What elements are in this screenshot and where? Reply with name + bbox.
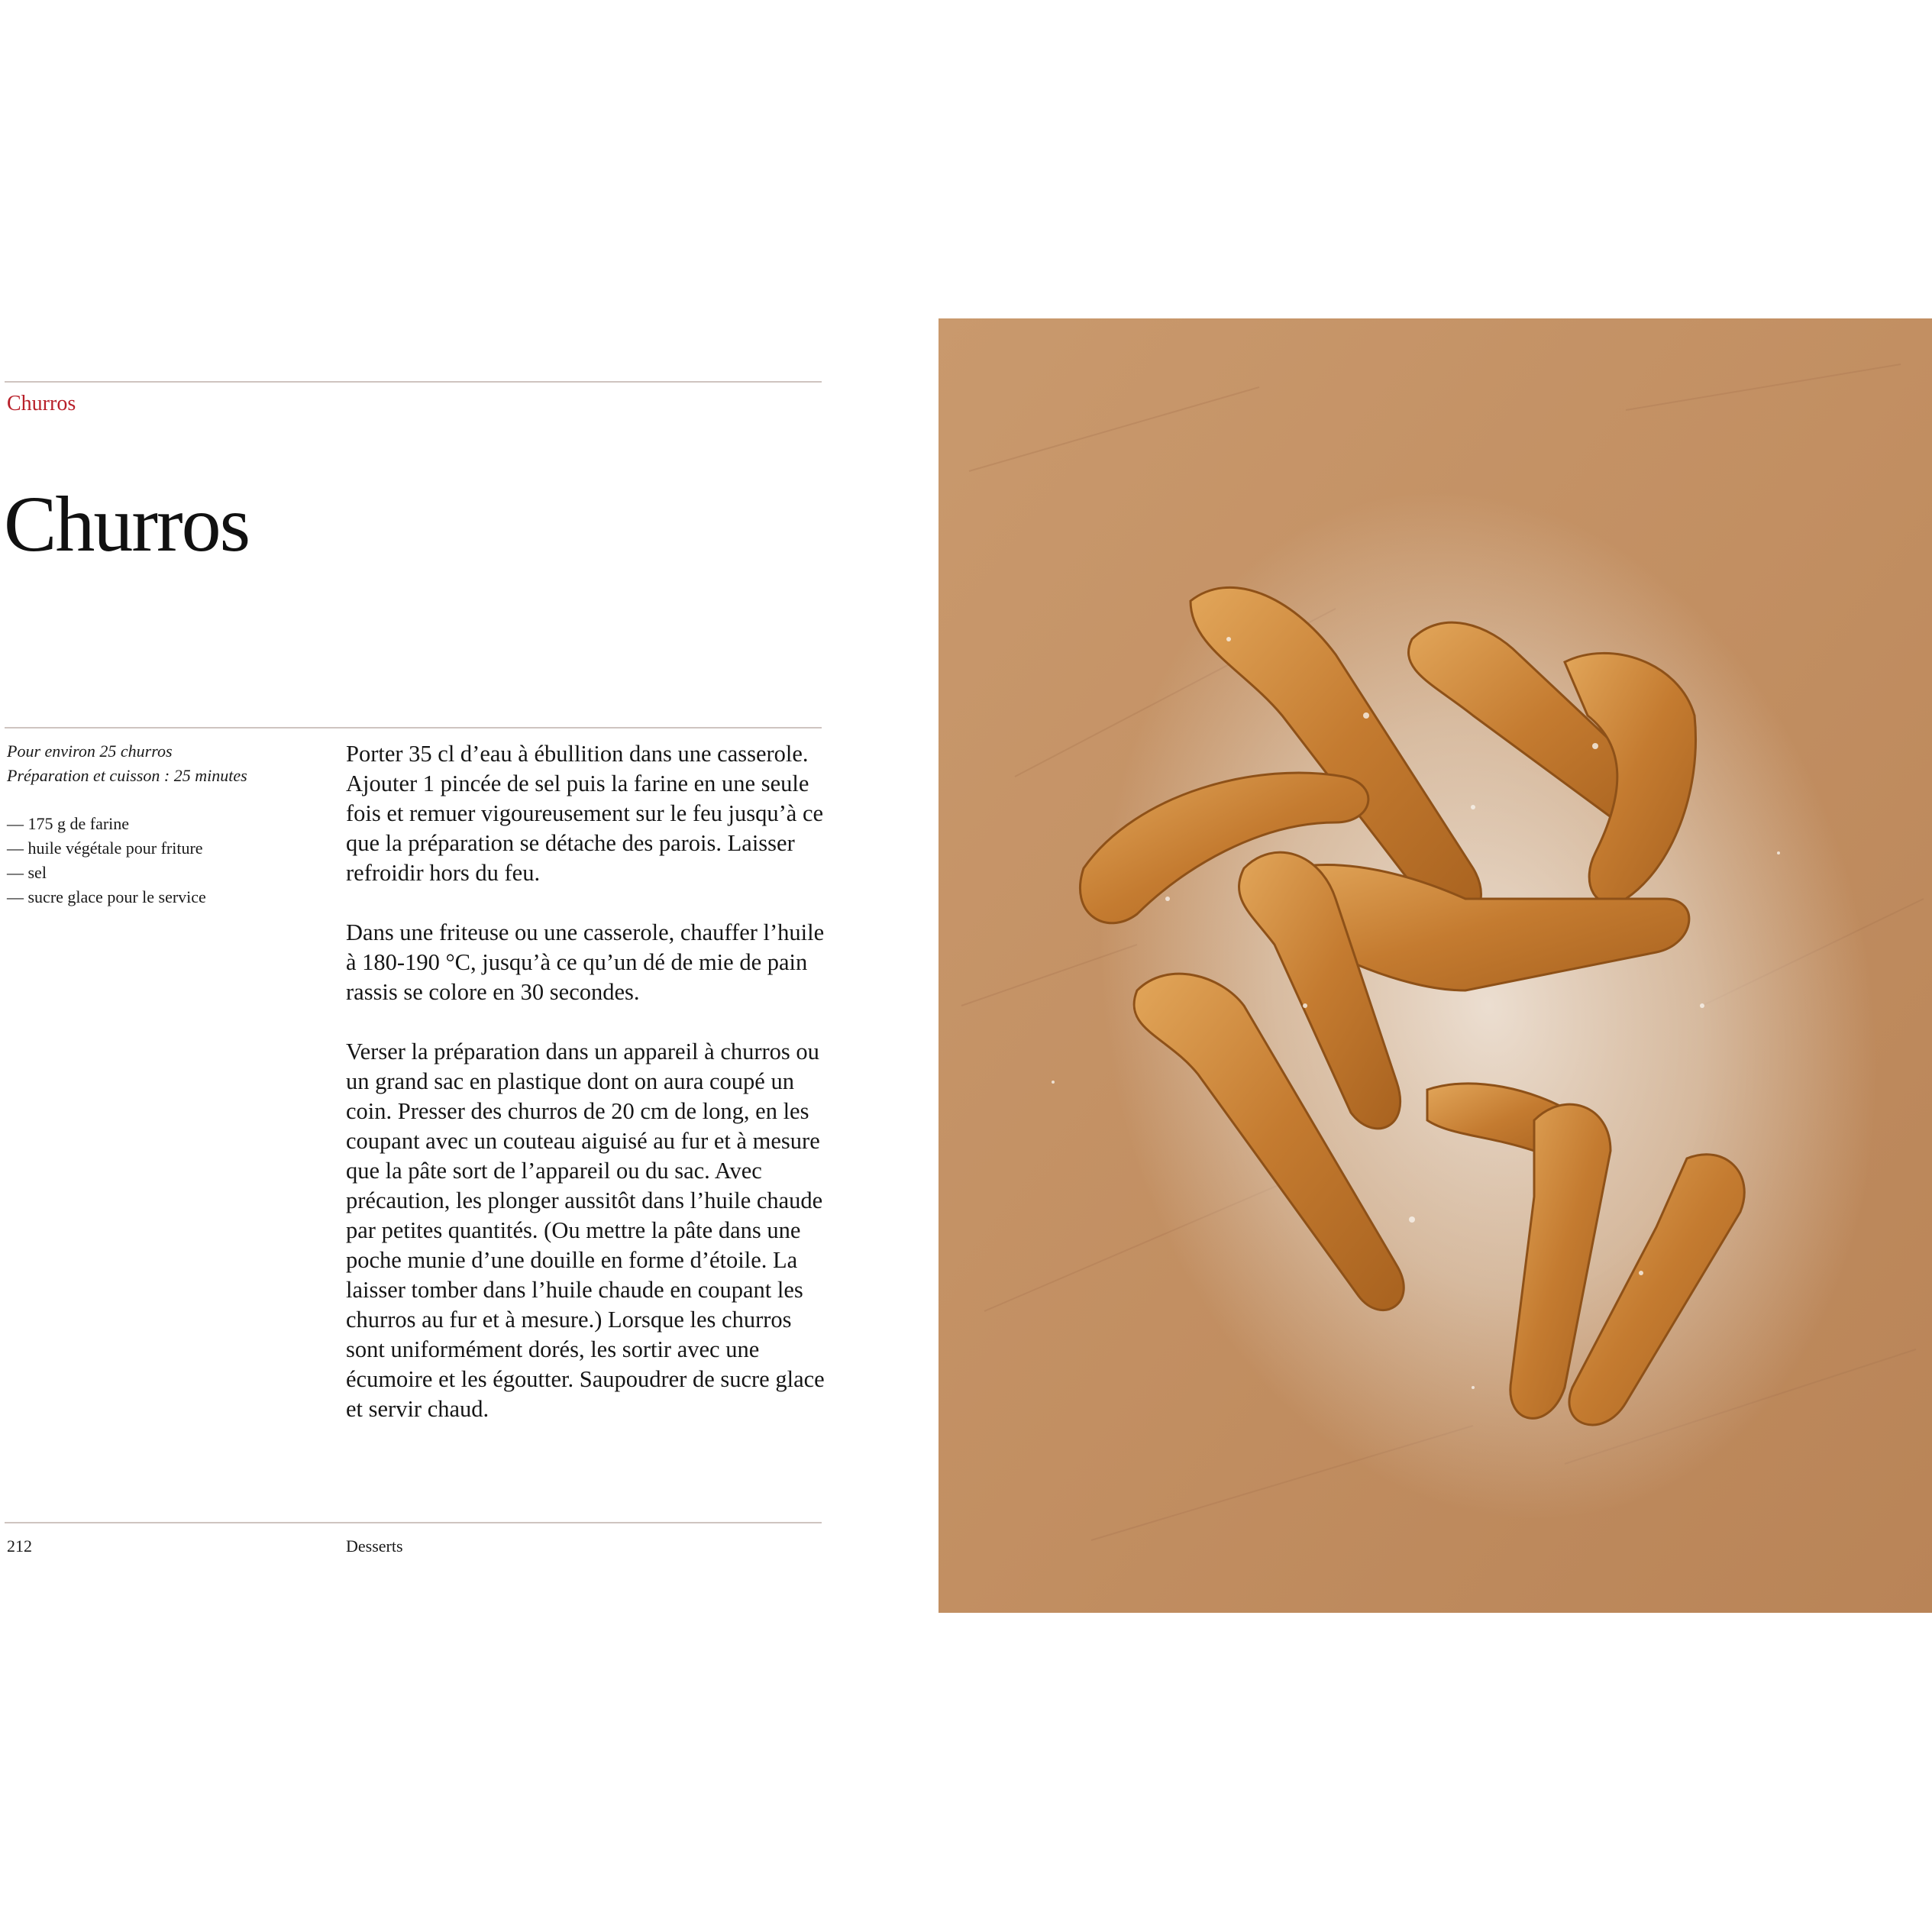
footer-rule bbox=[5, 1522, 822, 1523]
method-text bbox=[346, 739, 835, 1454]
ingredient-item: — sel bbox=[7, 863, 47, 882]
method-step-2: Dans une friteuse ou une casserole, chauffer l’huile à 180-190 °C, jusqu’à ce qu’un dé de mie de pain rassis se colore en 30 secondes. bbox=[346, 919, 825, 1005]
section-rule bbox=[5, 727, 822, 729]
top-rule bbox=[5, 381, 822, 383]
section-name: Desserts bbox=[346, 1536, 403, 1556]
method-step-3: Verser la préparation dans un appareil à churros ou un grand sac en plastique dont on aura coupé un coin. Presser des churros de 20 cm de long, en les coupant avec un couteau aiguisé au fur et à mesure que la pâte sort de l’appareil ou du sac. Avec précaution, les plonger aussitôt dans l’huile chaude par petites quantités. (Ou mettre la pâte dans une poche munie d’une douille en forme d’étoile. La laisser tomber dans l’huile chaude en coupant les churros au fur et à mesure.) Lorsque les churros sont uniformément dorés, les sortir avec une écumoire et les égoutter. Saupoudrer de sucre glace et servir chaud. bbox=[346, 1039, 825, 1422]
recipe-meta bbox=[7, 739, 328, 788]
churros-photo bbox=[939, 318, 1932, 1613]
ingredient-item: — huile végétale pour friture bbox=[7, 838, 203, 858]
page-number: 212 bbox=[7, 1536, 32, 1556]
ingredient-item: — sucre glace pour le service bbox=[7, 887, 206, 906]
running-head: Churros bbox=[7, 392, 76, 415]
ingredient-item: — 175 g de farine bbox=[7, 814, 130, 833]
yield-text: Pour environ 25 churros bbox=[7, 741, 173, 761]
time-text: Préparation et cuisson : 25 minutes bbox=[7, 766, 247, 785]
ingredient-list bbox=[7, 812, 328, 909]
recipe-title: Churros bbox=[4, 480, 250, 568]
method-step-1: Porter 35 cl d’eau à ébullition dans une casserole. Ajouter 1 pincée de sel puis la farine en une seule fois et remuer vigoureusement sur le feu jusqu’à ce que la préparation se détache des parois. Laisser refroidir hors du feu. bbox=[346, 741, 824, 886]
